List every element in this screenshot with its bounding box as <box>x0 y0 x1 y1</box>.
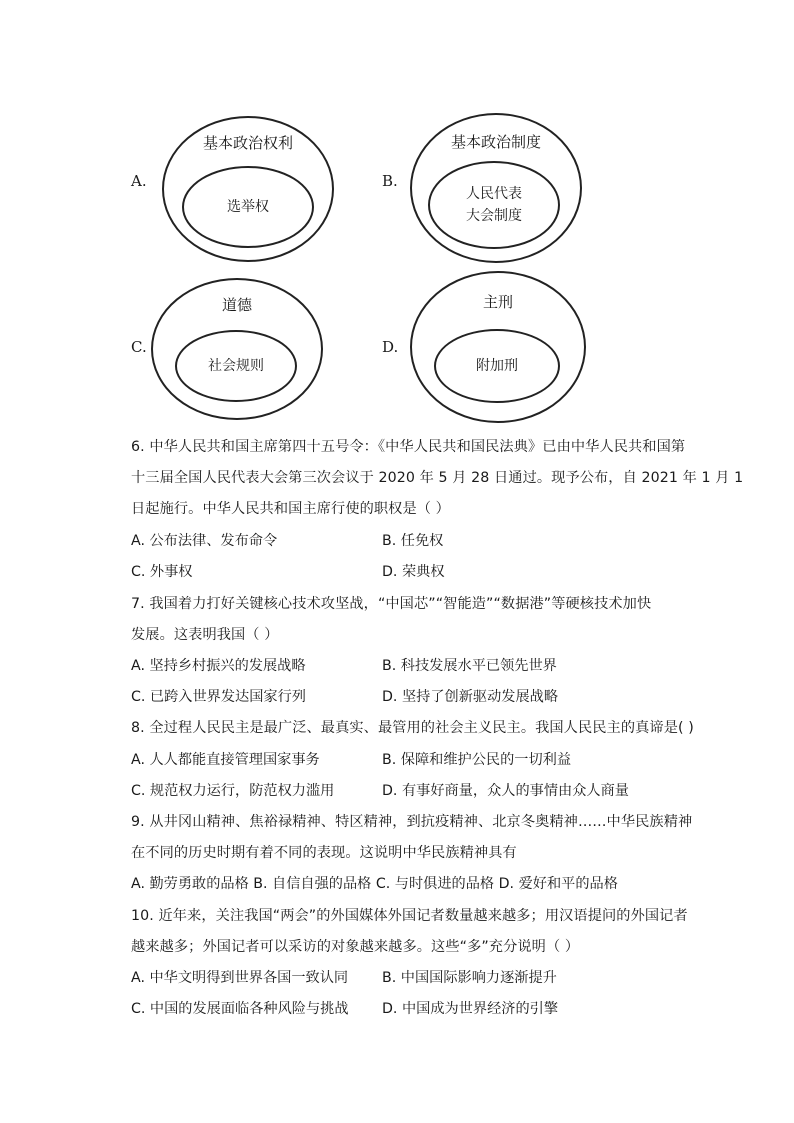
inner-circle-label: 人民代表 大会制度 <box>466 186 522 224</box>
question-6-choice-d[interactable]: D. 荣典权 <box>382 564 445 580</box>
option-c-letter: C. <box>131 338 147 356</box>
question-8-choice-b[interactable]: B. 保障和维护公民的一切利益 <box>382 752 572 768</box>
inner-circle-label: 社会规则 <box>208 358 264 374</box>
outer-circle-label: 道德 <box>221 296 252 314</box>
question-10-stem-line-1: 10. 近年来，关注我国“两会”的外国媒体外国记者数量越来越多；用汉语提问的外国记者 <box>131 908 688 924</box>
question-10-choice-a[interactable]: A. 中华文明得到世界各国一致认同 <box>131 970 349 986</box>
inner-circle <box>182 166 314 248</box>
question-9-stem-line-1: 9. 从井冈山精神、焦裕禄精神、特区精神，到抗疫精神、北京冬奥精神……中华民族精神 <box>131 814 693 830</box>
question-7-stem-line-1: 7. 我国着力打好关键核心技术攻坚战，“中国芯”“智能造”“数据港”等硬核技术加快 <box>131 596 652 612</box>
question-10-choice-c[interactable]: C. 中国的发展面临各种风险与挑战 <box>131 1001 349 1017</box>
question-7-stem-line-2: 发展。这表明我国（ ） <box>131 627 279 643</box>
question-7-choice-c[interactable]: C. 已跨入世界发达国家行列 <box>131 689 306 705</box>
question-8-choice-c[interactable]: C. 规范权力运行，防范权力滥用 <box>131 783 335 799</box>
question-10-choice-d[interactable]: D. 中国成为世界经济的引擎 <box>382 1001 559 1017</box>
inner-circle <box>434 329 560 403</box>
diagram-d <box>410 271 586 423</box>
question-6-choice-a[interactable]: A. 公布法律、发布命令 <box>131 533 278 549</box>
question-10-stem-line-2: 越来越多；外国记者可以采访的对象越来越多。这些“多”充分说明（ ） <box>131 939 580 955</box>
inner-circle <box>428 161 560 249</box>
diagram-b <box>410 113 582 263</box>
option-a-letter: A. <box>131 172 147 190</box>
question-9-stem-line-2: 在不同的历史时期有着不同的表现。这说明中华民族精神具有 <box>131 845 517 861</box>
diagram-a <box>162 116 334 262</box>
question-6-choice-b[interactable]: B. 任免权 <box>382 533 444 549</box>
inner-circle-label: 选举权 <box>227 199 269 215</box>
question-6-stem-line-2: 十三届全国人民代表大会第三次会议于 2020 年 5 月 28 日通过。现予公布，自 2021 年 1 月 1 <box>131 470 744 486</box>
question-6-stem-line-3: 日起施行。中华人民共和国主席行使的职权是（ ） <box>131 501 450 517</box>
outer-circle-label: 主刑 <box>482 293 513 311</box>
question-8-stem-line-1: 8. 全过程人民民主是最广泛、最真实、最管用的社会主义民主。我国人民民主的真谛是( ) <box>131 720 694 736</box>
question-9-choices[interactable]: A. 勤劳勇敢的品格 B. 自信自强的品格 C. 与时俱进的品格 D. 爱好和平的品格 <box>131 876 618 892</box>
option-b-letter: B. <box>382 172 398 190</box>
question-8-choice-d[interactable]: D. 有事好商量，众人的事情由众人商量 <box>382 783 629 799</box>
question-7-choice-b[interactable]: B. 科技发展水平已领先世界 <box>382 658 557 674</box>
outer-circle-label: 基本政治制度 <box>450 133 541 151</box>
question-7-choice-a[interactable]: A. 坚持乡村振兴的发展战略 <box>131 658 306 674</box>
outer-circle-label: 基本政治权利 <box>202 134 293 152</box>
diagram-c <box>151 278 323 420</box>
inner-circle-label: 附加刑 <box>476 358 518 374</box>
inner-circle <box>175 330 297 402</box>
question-10-choice-b[interactable]: B. 中国国际影响力逐渐提升 <box>382 970 557 986</box>
option-d-letter: D. <box>382 338 399 356</box>
question-7-choice-d[interactable]: D. 坚持了创新驱动发展战略 <box>382 689 559 705</box>
question-6-choice-c[interactable]: C. 外事权 <box>131 564 193 580</box>
question-8-choice-a[interactable]: A. 人人都能直接管理国家事务 <box>131 752 320 768</box>
question-6-stem-line-1: 6. 中华人民共和国主席第四十五号令：《中华人民共和国民法典》已由中华人民共和国第 <box>131 439 686 455</box>
